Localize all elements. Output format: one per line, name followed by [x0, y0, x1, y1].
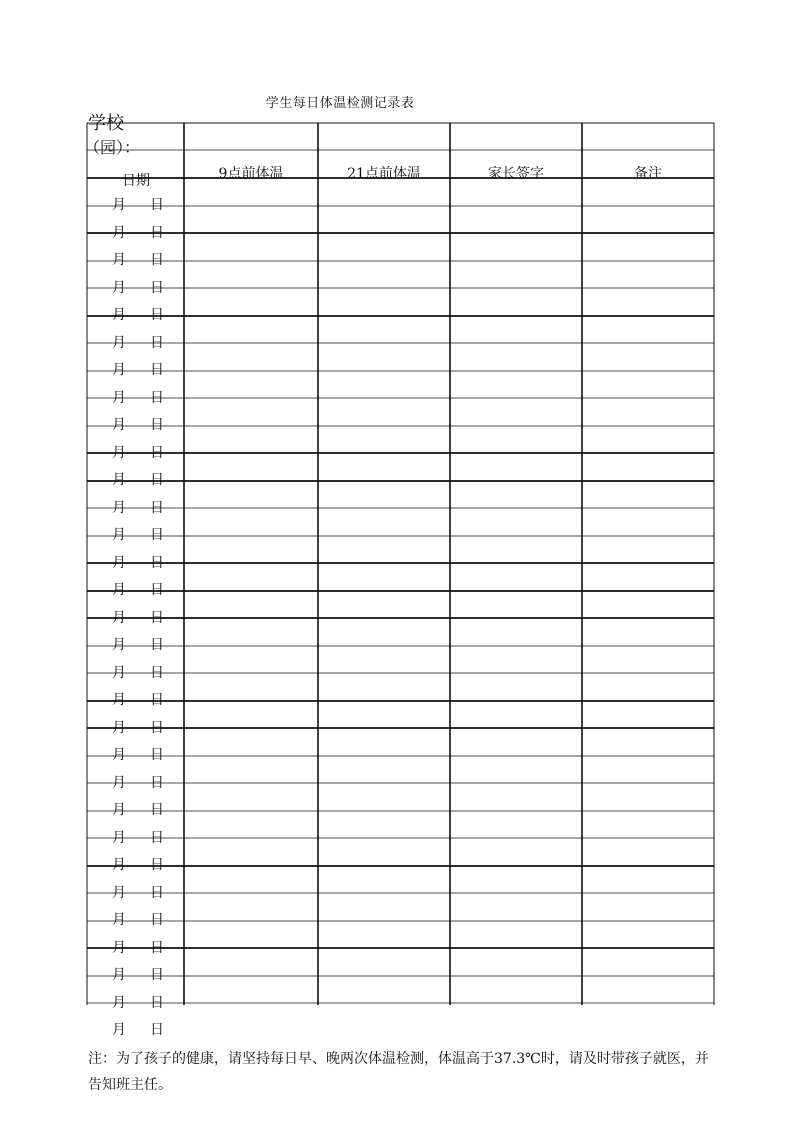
month-label: 月	[112, 252, 126, 268]
month-label: 月	[112, 582, 126, 598]
month-label: 月	[112, 362, 126, 378]
day-label: 日	[150, 444, 164, 461]
month-label: 月	[112, 527, 126, 543]
month-label: 月	[112, 692, 126, 708]
date-row-label	[112, 665, 164, 681]
day-label: 日	[150, 224, 164, 241]
day-label: 日	[150, 389, 164, 406]
date-row-label	[112, 692, 164, 708]
month-label: 月	[112, 939, 126, 956]
date-row-label	[112, 912, 164, 928]
month-label: 月	[112, 637, 126, 653]
month-label: 月	[112, 747, 126, 763]
month-label: 月	[112, 389, 126, 406]
month-label: 月	[112, 1022, 126, 1038]
day-label: 日	[150, 417, 164, 433]
day-label: 日	[150, 582, 164, 598]
date-row-label	[112, 390, 164, 406]
day-label: 日	[150, 279, 164, 296]
column-header-date: 日期	[122, 173, 150, 189]
date-row-label	[112, 445, 164, 461]
day-label: 日	[150, 912, 164, 928]
date-row-label	[112, 610, 164, 626]
date-row-label	[112, 417, 164, 433]
month-label: 月	[112, 554, 126, 571]
date-row-label	[112, 280, 164, 296]
day-label: 日	[150, 774, 164, 791]
day-label: 日	[150, 747, 164, 763]
day-label: 日	[150, 472, 164, 488]
date-row-label	[112, 582, 164, 598]
date-row-label	[112, 830, 164, 846]
school-label-line2: （园）：	[84, 138, 141, 157]
day-label: 日	[150, 197, 164, 213]
date-row-label	[112, 885, 164, 901]
day-label: 日	[150, 1022, 164, 1038]
day-label: 日	[150, 252, 164, 268]
day-label: 日	[150, 857, 164, 873]
month-label: 月	[112, 609, 126, 626]
day-label: 日	[150, 362, 164, 378]
day-label: 日	[150, 692, 164, 708]
month-label: 月	[112, 417, 126, 433]
month-label: 月	[112, 829, 126, 846]
date-row-label	[112, 252, 164, 268]
date-row-label	[112, 995, 164, 1011]
month-label: 月	[112, 307, 126, 323]
school-label-line1: 学校	[88, 113, 124, 134]
date-row-label	[112, 720, 164, 736]
day-label: 日	[150, 829, 164, 846]
date-row-label	[112, 335, 164, 351]
day-label: 日	[150, 939, 164, 956]
date-row-label	[112, 802, 164, 818]
date-row-label	[112, 555, 164, 571]
month-label: 月	[112, 802, 126, 818]
school-label	[84, 113, 141, 157]
day-label: 日	[150, 802, 164, 818]
day-label: 日	[150, 609, 164, 626]
date-row-label	[112, 362, 164, 378]
day-label: 日	[150, 884, 164, 901]
month-label: 月	[112, 967, 126, 983]
date-row-label	[112, 940, 164, 956]
footnote: 注：为了孩子的健康，请坚持每日早、晚两次体温检测，体温高于37.3℃时，请及时带孩子就医，并告知班主任。	[88, 1051, 709, 1093]
month-label: 月	[112, 994, 126, 1011]
day-label: 日	[150, 554, 164, 571]
date-row-label	[112, 1022, 164, 1038]
month-label: 月	[112, 912, 126, 928]
month-label: 月	[112, 664, 126, 681]
day-label: 日	[150, 967, 164, 983]
column-header-parent-sign: 家长签字	[488, 166, 544, 182]
column-header-temp-9: 9点前体温	[218, 166, 284, 182]
month-label: 月	[112, 224, 126, 241]
column-header-remarks: 备注	[634, 166, 662, 182]
date-row-label	[112, 307, 164, 323]
date-row-label	[112, 967, 164, 983]
day-label: 日	[150, 527, 164, 543]
date-row-label	[112, 527, 164, 543]
month-label: 月	[112, 857, 126, 873]
day-label: 日	[150, 994, 164, 1011]
month-label: 月	[112, 499, 126, 516]
day-label: 日	[150, 334, 164, 351]
month-label: 月	[112, 279, 126, 296]
month-label: 月	[112, 774, 126, 791]
page-title: 学生每日体温检测记录表	[265, 96, 415, 111]
day-label: 日	[150, 307, 164, 323]
month-label: 月	[112, 197, 126, 213]
month-label: 月	[112, 444, 126, 461]
date-row-label	[112, 225, 164, 241]
month-label: 月	[112, 334, 126, 351]
day-label: 日	[150, 719, 164, 736]
month-label: 月	[112, 472, 126, 488]
date-row-label	[112, 857, 164, 873]
month-label: 月	[112, 884, 126, 901]
column-header-temp-21: 21点前体温	[347, 166, 421, 182]
day-label: 日	[150, 499, 164, 516]
date-row-label	[112, 775, 164, 791]
date-row-label	[112, 472, 164, 488]
date-row-label	[112, 747, 164, 763]
month-label: 月	[112, 719, 126, 736]
date-row-label	[112, 500, 164, 516]
day-label: 日	[150, 664, 164, 681]
day-label: 日	[150, 637, 164, 653]
date-row-label	[112, 197, 164, 213]
date-row-label	[112, 637, 164, 653]
